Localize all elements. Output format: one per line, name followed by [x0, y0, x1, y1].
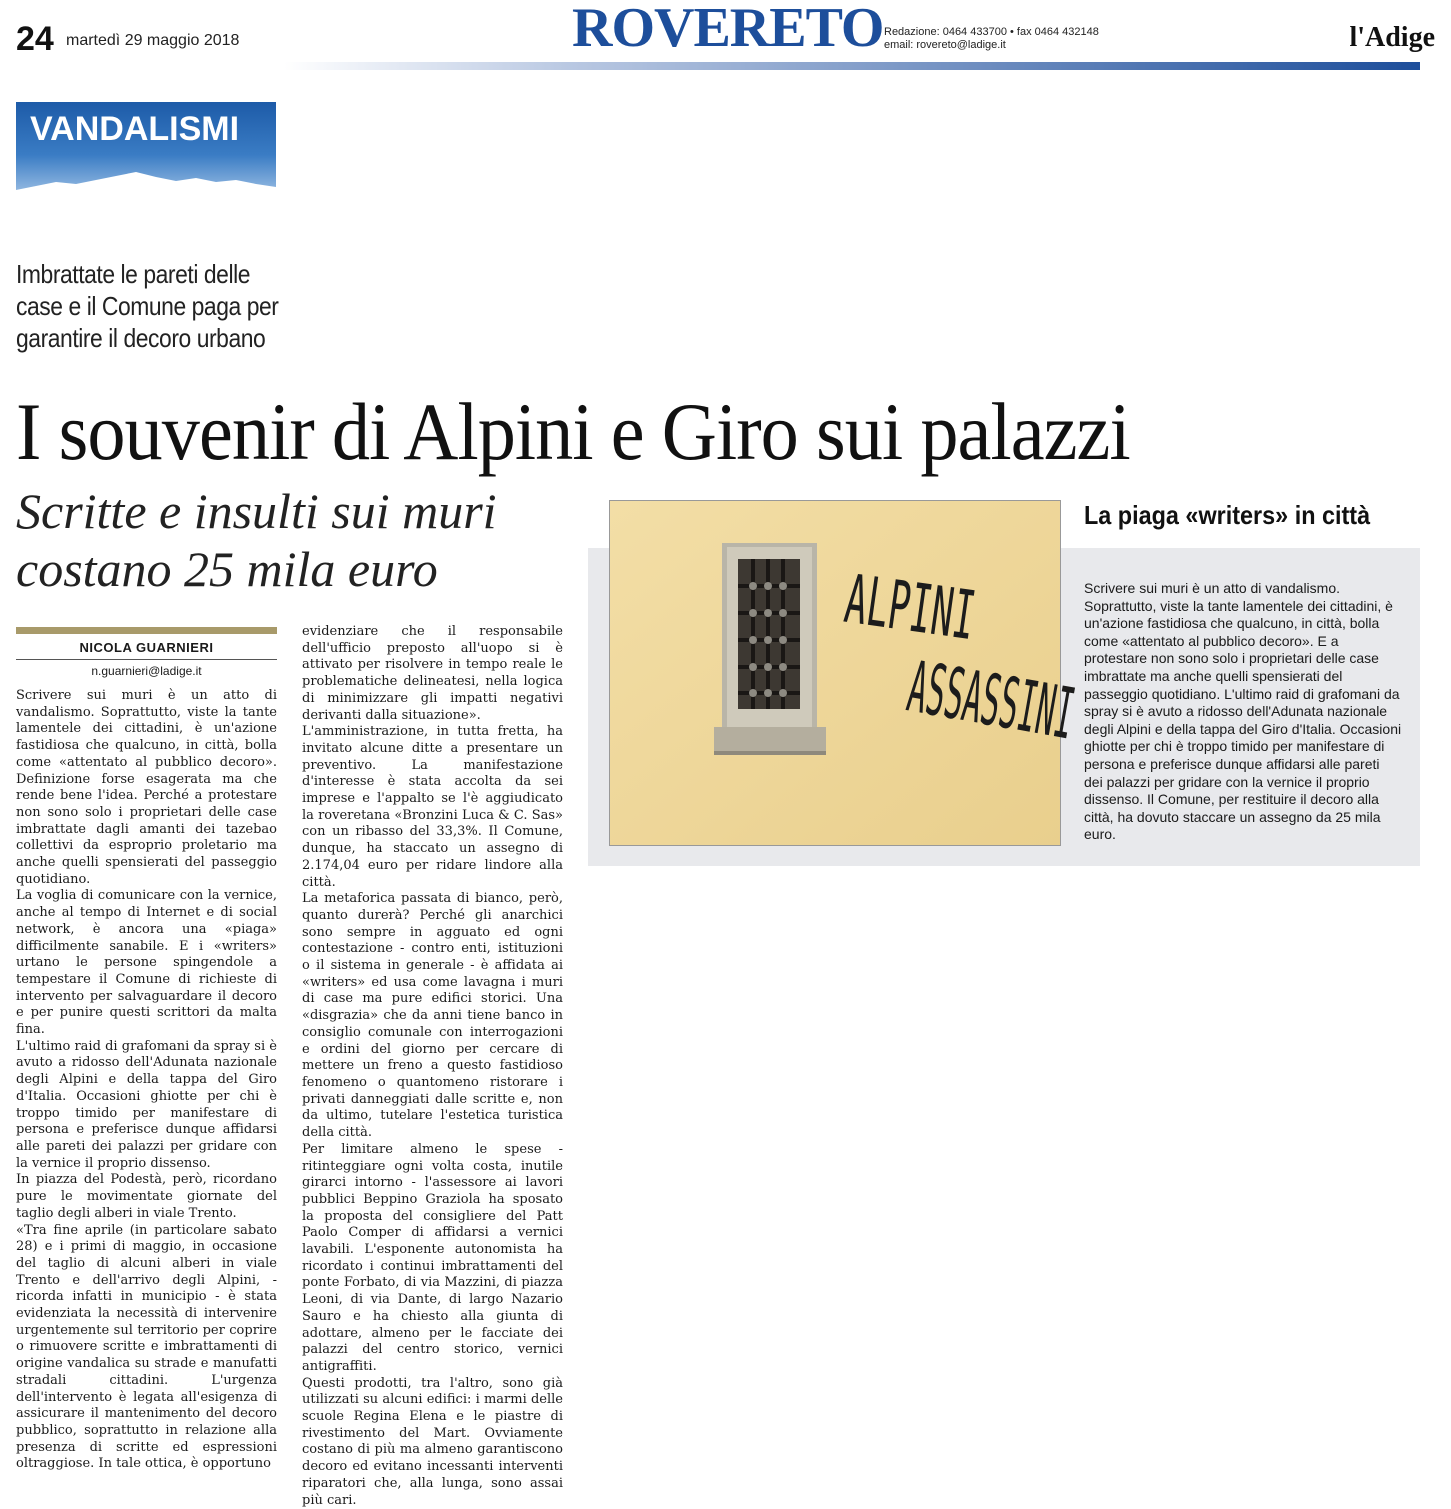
- graffiti-photo: [609, 500, 1081, 846]
- paragraph: evidenziare che il responsabile dell'ufficio preposto all'uopo si è attivato per risolvere in tempo reale le problematiche delineatesi, nella logica di minimizzare gli impatti negativi derivanti dalla situazione».: [302, 624, 563, 723]
- kicker: Imbrattate le pareti delle case e il Comune paga per garantire il decoro urbano: [16, 259, 279, 353]
- sidebar-title: La piaga «writers» in città: [1084, 500, 1371, 530]
- tag-label: VANDALISMI: [30, 110, 240, 148]
- subheadline: Scritte e insulti sui muri costano 25 mila euro: [16, 483, 497, 597]
- paragraph: La voglia di comunicare con la vernice, anche al tempo di Internet e di social network, è ancora una «piaga» difficilmente sanabile. E i «writers» urtano le persone spingendole a tempestare il Comune di richieste di intervento per salvaguardare il decoro e per punire questi scrittori da malta fina.: [16, 888, 277, 1038]
- section-title: ROVERETO: [572, 0, 884, 59]
- paragraph: Per limitare almeno le spese - ritinteggiare ogni volta costa, inutile girarci intorno - l'assessore ai lavori pubblici Beppino Graziola ha sposato la proposta del consigliere del Patt Paolo Comper di affidarsi a vernici lavabili. L'esponente autonomista ha ricordato i continui imbrattamenti del ponte Forbato, di via Mazzini, di piazza Leoni, di via Dante, di largo Nazario Sauro e ha chiesto alla giunta di adottare, almeno per le facciate dei palazzi del centro storico, vernici antigraffiti.: [302, 1141, 563, 1374]
- page-number: 24: [16, 20, 54, 58]
- byline-author: NICOLA GUARNIERI: [79, 640, 214, 655]
- paragraph: L'ultimo raid di grafomani da spray si è avuto a ridosso dell'Adunata nazionale degli Alpini e della tappa del Giro d'Italia. Occasioni ghiotte per chi è troppo timido per manifestare di persona e preferisce dunque affidarsi alle pareti dei palazzi per gridare con la vernice il proprio dissenso.: [16, 1038, 277, 1171]
- paragraph: Scrivere sui muri è un atto di vandalismo. Soprattutto, viste la tante lamentele dei cittadini, è un'azione fastidiosa che qualcuno, in città, bolla come «attentato al pubblico decoro». Definizione forse esagerata ma che rende bene l'idea. Perché a protestare non sono solo i proprietari delle case imbrattate dagli amanti dei tazebao collettivi da esproprio proletario ma anche quelli spensierati del passeggio quotidiano.: [16, 688, 277, 887]
- header-rule: [0, 62, 1420, 70]
- graffiti-text-2: ASSASSINI: [901, 645, 1081, 756]
- sidebar-text: Scrivere sui muri è un atto di vandalismo. Soprattutto, viste la tante lamentele dei cittadini, è un'azione fastidiosa che qualcuno, in città, bolla come «attentato al pubblico decoro». E a protestare non sono solo i proprietari delle case imbrattate ma anche quelli spensierati del passeggio quotidiano. L'ultimo raid di grafomani da spray si è avuto a ridosso dell'Adunata nazionale degli Alpini e della tappa del Giro d'Italia. Occasioni ghiotte per chi è troppo timido per manifestare di persona e preferisce dunque affidarsi alle pareti dei palazzi per gridare con la vernice il proprio dissenso. Il Comune, per restituire il decoro alla città, ha dovuto staccare un assegno da 25 mila euro.: [1084, 580, 1402, 843]
- paragraph: L'amministrazione, in tutta fretta, ha invitato alcune ditte a presentare un preventivo. La manifestazione d'interesse è stata accolta da sei imprese e l'appalto se l'è aggiudicato la roveretana «Bronzini Luca & C. Sas» con un ribasso del 33,3%. Il Comune, dunque, ha staccato un assegno di 2.174,04 euro per ridare lindore alla città.: [302, 724, 563, 890]
- article-column-1: [16, 688, 277, 1473]
- paragraph: La metaforica passata di bianco, però, quanto durerà? Perché gli anarchici sono sempre in agguato ed ogni contestazione - contro enti, istituzioni o il sistema in generale - è affidata ai «writers» ed usa come lavagna i muri di case ma pure edifici storici. Una «disgrazia» che da anni tiene banco in consiglio comunale con interrogazioni e ordini del giorno per cercare di mettere un freno a questo fastidioso fenomeno o quantomeno ristorare i privati danneggiati dalle scritte e, non da ultimo, tutelare l'estetica turistica della città.: [302, 891, 563, 1141]
- paragraph: «Tra fine aprile (in particolare sabato 28) e i primi di maggio, in occasione del taglio di alcuni alberi in viale Trento e dell'arrivo degli Alpini, - ricorda infatti in municipio - è stata evidenziata la necessità di intervenire urgentemente sul territorio per coprire o rimuovere scritte e imbrattamenti di origine vandalica su strade e manufatti stradali cittadini. L'urgenza dell'intervento è legata all'esigenza di assicurare il mantenimento del decoro pubblico, soprattutto in relazione alla presenza di scritte ed espressioni oltraggiose. In tale ottica, è opportuno: [16, 1222, 277, 1472]
- contact-email: email: rovereto@ladige.it: [884, 39, 1006, 51]
- byline-email: n.guarnieri@ladige.it: [91, 664, 202, 678]
- headline: I souvenir di Alpini e Giro sui palazzi: [16, 386, 1130, 477]
- newspaper-logo: l'Adige: [1349, 22, 1435, 53]
- page-date: martedì 29 maggio 2018: [66, 32, 240, 49]
- contact-phone: Redazione: 0464 433700 • fax 0464 432148: [884, 26, 1099, 38]
- graffiti-text-1: ALPINI: [840, 559, 981, 656]
- byline-divider: [16, 659, 277, 660]
- paragraph: Questi prodotti, tra l'altro, sono già utilizzati su alcuni edifici: i marmi delle scuole Regina Elena e le piastre di rivestimento del Mart. Ovviamente costano di più ma almeno garantiscono decoro ed evitano incessanti interventi riparatori che, alla lunga, sono assai più cari.: [302, 1375, 563, 1508]
- contact-info: [884, 26, 1099, 52]
- byline-rule: [16, 627, 277, 634]
- article-column-2: [302, 624, 563, 1509]
- paragraph: In piazza del Podestà, però, ricordano pure le movimentate giornate del taglio degli alberi in viale Trento.: [16, 1172, 277, 1221]
